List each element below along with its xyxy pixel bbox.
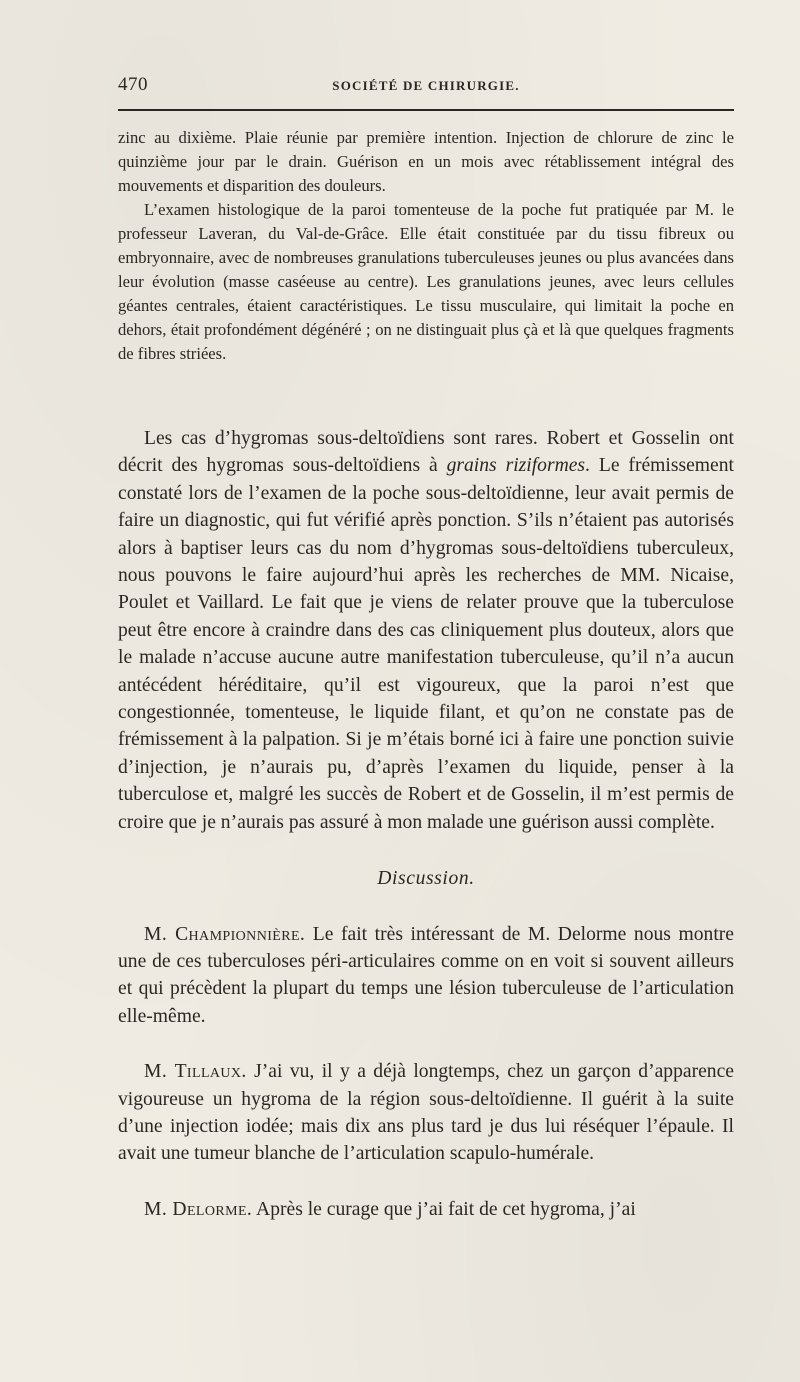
speaker-text: Le fait très intéressant de M. Delorme nous montre une de ces tuberculoses péri-articulaires comme on en voit si souvent ailleurs et qui précèdent la plupart du temps une lésion tuberculeuse de l’articulation elle-même. xyxy=(118,923,734,1027)
case-report-block xyxy=(118,126,734,366)
page-header xyxy=(118,74,734,102)
commentary-paragraph xyxy=(118,425,734,836)
header-rule xyxy=(118,109,734,111)
commentary-text-2: . Le frémissement constaté lors de l’examen de la poche sous-deltoïdienne, leur avait permis de faire un diagnostic, qui fut vérifié après ponction. S’ils n’étaient pas autorisés alors à baptiser leurs cas du nom d’hygromas sous-deltoïdiens tuberculeux, nous pouvons le faire aujourd’hui après les recherches de MM. Nicaise, Poulet et Vaillard. Le fait que je viens de relater prouve que la tuberculose peut être encore à craindre dans des cas cliniquement plus douteux, alors que le malade n’accuse aucune autre manifestation tuberculeuse, qu’il n’a aucun antécédent héréditaire, qu’il est vigoureux, que la paroi n’est que congestionnée, tomenteuse, le liquide filant, et qu’on ne constate pas de frémissement à la palpation. Si je m’étais borné ici à faire une ponction suivie d’injection, je n’aurais pu, d’après l’examen du liquide, penser à la tuberculose et, malgré les succès de Robert et de Gosselin, il m’est permis de croire que je n’aurais pas assuré à mon malade une guérison aussi complète. xyxy=(118,455,734,833)
speaker-name: M. Tillaux. xyxy=(144,1061,247,1083)
discussion-heading: Discussion. xyxy=(377,868,475,890)
speaker-text: Après le curage que j’ai fait de cet hygroma, j’ai xyxy=(252,1198,636,1220)
discussion-paragraph-tillaux xyxy=(118,1058,734,1168)
speaker-name: M. Championnière. xyxy=(144,923,306,945)
page-number: 470 xyxy=(118,74,148,95)
commentary-italic-term: grains riziformes xyxy=(446,455,586,477)
commentary-text-1: Les cas d’hygromas sous-deltoïdiens sont rares. Robert et Gosselin ont décrit des hygromas sous-deltoïdiens à xyxy=(118,428,734,477)
case-report-paragraph-2: L’examen histologique de la paroi tomenteuse de la poche fut pratiquée par M. le professeur Laveran, du Val-de-Grâce. Elle était constituée par du tissu fibreux ou embryonnaire, avec de nombreuses granulations tuberculeuses jeunes ou plus avancées dans leur évolution (masse caséeuse au centre). Les granulations jeunes, avec leurs cellules géantes centrales, étaient caractéristiques. Le tissu musculaire, qui limitait la poche en dehors, était profondément dégénéré ; on ne distinguait plus çà et là que quelques fragments de fibres striées. xyxy=(118,200,734,363)
main-text-block xyxy=(118,425,734,1223)
speaker-text: J’ai vu, il y a déjà longtemps, chez un garçon d’apparence vigoureuse un hygroma de la région sous-deltoïdienne. Il guérit à la suite d’une injection iodée; mais dix ans plus tard je dus lui réséquer l’épaule. Il avait une tumeur blanche de l’articulation scapulo-humérale. xyxy=(118,1061,734,1165)
case-report-paragraph-1: zinc au dixième. Plaie réunie par première intention. Injection de chlorure de zinc le quinzième jour par le drain. Guérison en un mois avec rétablissement intégral des mouvements et disparition des douleurs. xyxy=(118,128,734,195)
running-title: SOCIÉTÉ DE CHIRURGIE. xyxy=(332,78,520,93)
discussion-paragraph-delorme xyxy=(118,1196,734,1223)
discussion-paragraph-championniere xyxy=(118,921,734,1031)
speaker-name: M. Delorme. xyxy=(144,1198,253,1220)
